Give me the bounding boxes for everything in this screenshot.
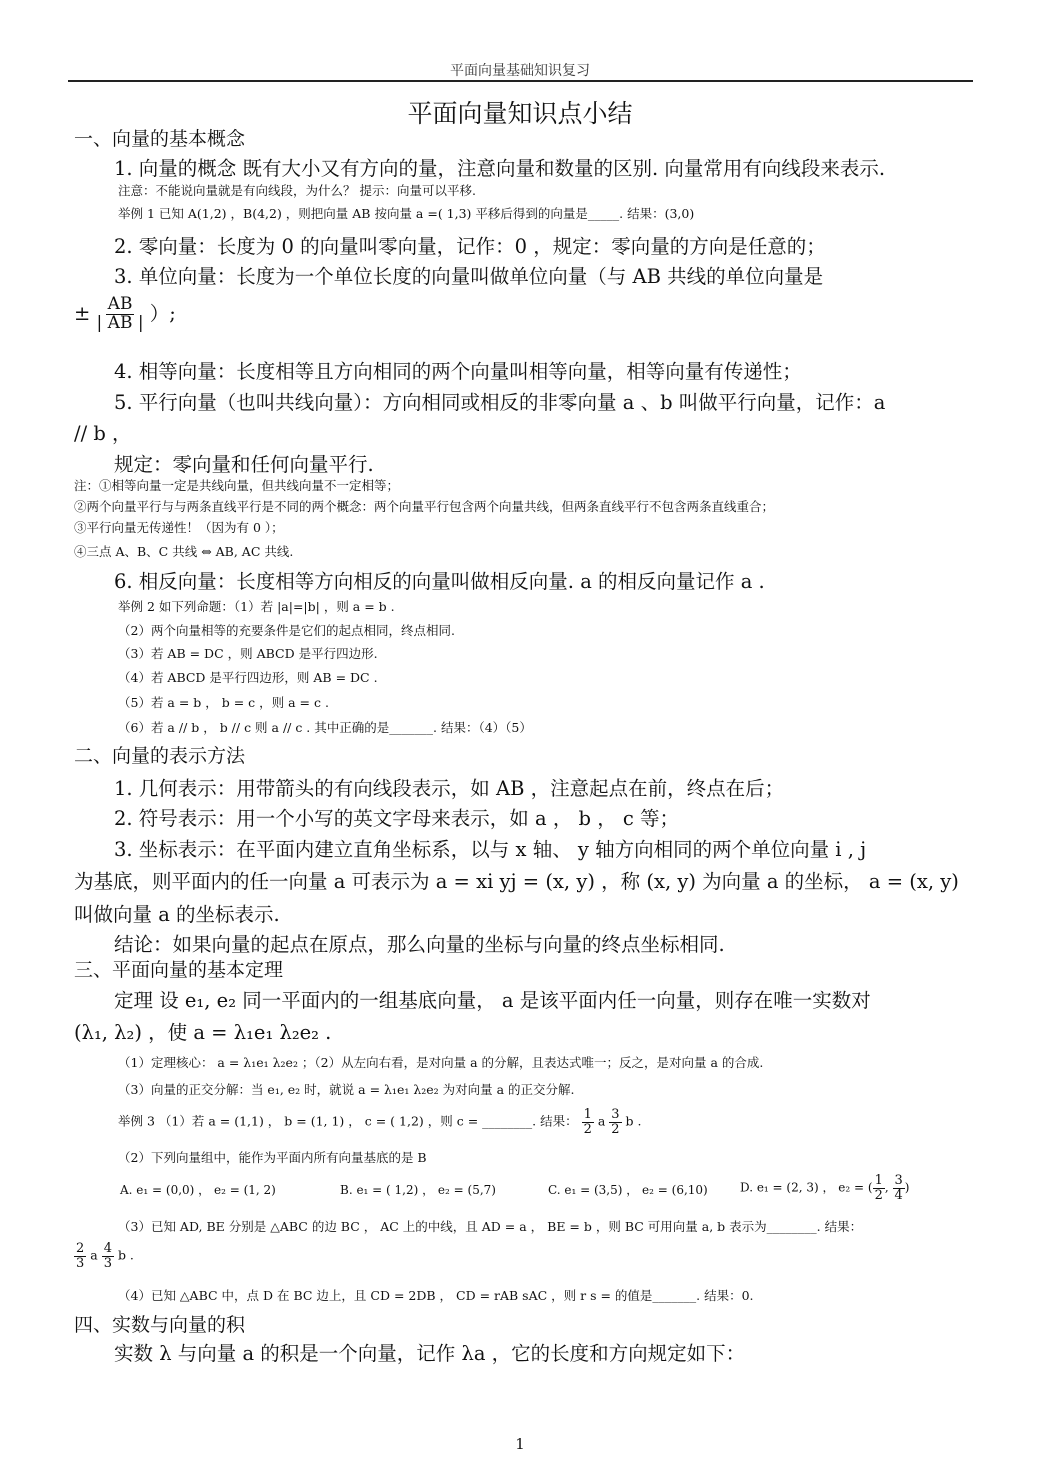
unit-vector: 3. 单位向量：长度为一个单位长度的向量叫做单位向量（与 AB 共线的单位向量是 bbox=[114, 265, 824, 288]
page-number: 1 bbox=[515, 1435, 525, 1453]
result-end: b . bbox=[113, 1247, 134, 1263]
geometric-representation: 1. 几何表示：用带箭头的有向线段表示，如 AB ，注意起点在前，终点在后； bbox=[114, 777, 785, 800]
frac-den: 2 bbox=[583, 1121, 592, 1137]
example-3-item-2: （2）下列向量组中，能作为平面内所有向量基底的是 B bbox=[118, 1150, 427, 1165]
example-3-end: b . bbox=[621, 1113, 642, 1129]
example-3-text: 举例 3 （1）若 a = (1,1) ， b = (1, 1) ， c = ( 1,2) ，则 c = ________. 结果： bbox=[118, 1113, 578, 1129]
note-3: ③平行向量无传递性！（因为有 0 ）； bbox=[74, 520, 284, 535]
option-d-frac-1 bbox=[873, 1174, 885, 1202]
page-title: 平面向量知识点小结 bbox=[407, 99, 633, 128]
conclusion: 结论：如果向量的起点在原点，那么向量的坐标与向量的终点坐标相同. bbox=[114, 933, 725, 956]
page-header: 平面向量基础知识复习 bbox=[450, 63, 590, 79]
frac-den: 3 bbox=[76, 1255, 85, 1271]
example-3-frac-2 bbox=[609, 1108, 621, 1136]
result-frac-2 bbox=[102, 1242, 114, 1270]
note-2: ②两个向量平行与与两条直线平行是不同的两个概念：两个向量平行包含两个向量共线，但两条直线平行不包含两条直线重合； bbox=[74, 499, 775, 514]
example-3 bbox=[118, 1108, 641, 1136]
parallel-rule: 规定：零向量和任何向量平行. bbox=[114, 453, 374, 476]
example-3-frac-1 bbox=[582, 1108, 594, 1136]
frac-den: 4 bbox=[894, 1187, 903, 1203]
option-a: A. e₁ = (0,0) ， e₂ = (1, 2) bbox=[120, 1183, 276, 1197]
section-heading-2: 二、向量的表示方法 bbox=[74, 745, 246, 767]
note-1: 注：①相等向量一定是共线向量，但共线向量不一定相等； bbox=[74, 478, 400, 493]
example-2-item-5: （5）若 a = b ， b = c ，则 a = c . bbox=[118, 695, 329, 710]
frac-den: 2 bbox=[874, 1187, 883, 1203]
equal-vector: 4. 相等向量：长度相等且方向相同的两个向量叫相等向量，相等向量有传递性； bbox=[114, 360, 802, 383]
unit-fraction-num: AB bbox=[107, 294, 133, 314]
frac-num: 4 bbox=[103, 1241, 112, 1256]
scalar-product: 实数 λ 与向量 a 的积是一个向量，记作 λa ，它的长度和方向规定如下： bbox=[114, 1342, 746, 1365]
result-mid: a bbox=[86, 1247, 102, 1263]
coordinate-definition: 叫做向量 a 的坐标表示. bbox=[74, 903, 280, 926]
frac-num: 3 bbox=[611, 1107, 620, 1122]
basis-theorem-formula: (λ₁, λ₂) ，使 a = λ₁e₁ λ₂e₂ . bbox=[74, 1021, 332, 1044]
unit-close: ）; bbox=[149, 301, 176, 325]
unit-fraction bbox=[97, 296, 144, 333]
section-heading-4: 四、实数与向量的积 bbox=[74, 1314, 246, 1336]
coordinate-representation: 3. 坐标表示：在平面内建立直角坐标系，以与 x 轴、 y 轴方向相同的两个单位向量 i , j bbox=[114, 838, 867, 861]
frac-num: 2 bbox=[76, 1241, 85, 1256]
example-2-item-2: （2）两个向量相等的充要条件是它们的起点相同，终点相同. bbox=[118, 623, 455, 638]
note-line: 注意：不能说向量就是有向线段，为什么？ 提示：向量可以平移. bbox=[118, 183, 476, 198]
coordinate-basis: 为基底，则平面内的任一向量 a 可表示为 a = xi yj = (x, y) ，称 (x, y) 为向量 a 的坐标， a = (x, y) bbox=[74, 870, 959, 893]
result-frac-1 bbox=[74, 1242, 86, 1270]
section-heading-1: 一、向量的基本概念 bbox=[74, 128, 246, 150]
option-d-frac-2 bbox=[893, 1174, 905, 1202]
option-b: B. e₁ = ( 1,2) ， e₂ = (5,7) bbox=[340, 1183, 496, 1197]
plus-minus: ± bbox=[74, 301, 91, 325]
option-d-close: ) bbox=[904, 1180, 910, 1195]
option-c: C. e₁ = (3,5) ， e₂ = (6,10) bbox=[548, 1183, 708, 1197]
frac-num: 3 bbox=[894, 1173, 903, 1188]
zero-vector: 2. 零向量：长度为 0 的向量叫零向量，记作：0 ，规定：零向量的方向是任意的； bbox=[114, 235, 826, 258]
section-heading-3: 三、平面向量的基本定理 bbox=[74, 959, 284, 981]
basis-theorem: 定理 设 e₁, e₂ 同一平面内的一组基底向量， a 是该平面内任一向量，则存在唯一实数对 bbox=[114, 989, 871, 1012]
unit-fraction-den: | AB | bbox=[96, 312, 144, 333]
opposite-vector: 6. 相反向量：长度相等方向相反的向量叫做相反向量. a 的相反向量记作 a . bbox=[114, 570, 765, 593]
symbol-representation: 2. 符号表示：用一个小写的英文字母来表示，如 a ， b ， c 等； bbox=[114, 807, 680, 830]
frac-num: 1 bbox=[874, 1173, 883, 1188]
theorem-core: （1）定理核心： a = λ₁e₁ λ₂e₂ ；（2）从左向右看，是对向量 a 的分解，且表达式唯一；反之，是对向量 a 的合成. bbox=[118, 1055, 764, 1070]
concept-vector: 1. 向量的概念 既有大小又有方向的量，注意向量和数量的区别. 向量常用有向线段来表示. bbox=[114, 157, 886, 180]
example-3-item-3: （3）已知 AD, BE 分别是 △ABC 的边 BC ， AC 上的中线，且 AD = a ， BE = b ，则 BC 可用向量 a, b 表示为________. 结果： bbox=[118, 1219, 863, 1234]
orthogonal-decomposition: （3）向量的正交分解：当 e₁, e₂ 时，就说 a = λ₁e₁ λ₂e₂ 为对向量 a 的正交分解. bbox=[118, 1082, 575, 1097]
example-3-mid: a bbox=[593, 1113, 610, 1129]
example-3-item-3-result bbox=[74, 1242, 134, 1270]
parallel-vector: 5. 平行向量（也叫共线向量）：方向相同或相反的非零向量 a 、b 叫做平行向量，记作：a bbox=[114, 391, 886, 414]
option-d: D. e₁ = (2, 3) ， e₂ = ( $\frac{1}{2}$ , $\frac{3}{4}$ ) bbox=[740, 1173, 910, 1203]
example-3-item-4: （4）已知 △ABC 中，点 D 在 BC 边上，且 CD = 2DB ， CD = rAB sAC ，则 r s = 的值是_______. 结果：0. bbox=[118, 1288, 754, 1303]
example-2-item-6: （6）若 a // b ， b // c 则 a // c . 其中正确的是_______. 结果：（4）（5） bbox=[118, 720, 532, 735]
header-rule bbox=[68, 80, 973, 82]
example-1: 举例 1 已知 A(1,2) ，B(4,2) ，则把向量 AB 按向量 a =( 1,3) 平移后得到的向量是_____. 结果：(3,0) bbox=[118, 206, 695, 221]
frac-den: 3 bbox=[103, 1255, 112, 1271]
example-2-item-3: （3）若 AB = DC ，则 ABCD 是平行四边形. bbox=[118, 646, 378, 661]
frac-den: 2 bbox=[611, 1121, 620, 1137]
option-d-text: D. e₁ = (2, 3) ， e₂ = ( bbox=[740, 1180, 873, 1195]
note-4: ④三点 A、B、C 共线 ⇔ AB, AC 共线. bbox=[74, 544, 294, 559]
unit-vector-formula bbox=[74, 296, 176, 333]
example-2-item-4: （4）若 ABCD 是平行四边形，则 AB = DC . bbox=[118, 670, 378, 685]
example-2: 举例 2 如下列命题：（1）若 |a|=|b| ，则 a = b . bbox=[118, 599, 395, 614]
frac-num: 1 bbox=[583, 1107, 592, 1122]
parallel-notation: // b ， bbox=[74, 422, 132, 445]
